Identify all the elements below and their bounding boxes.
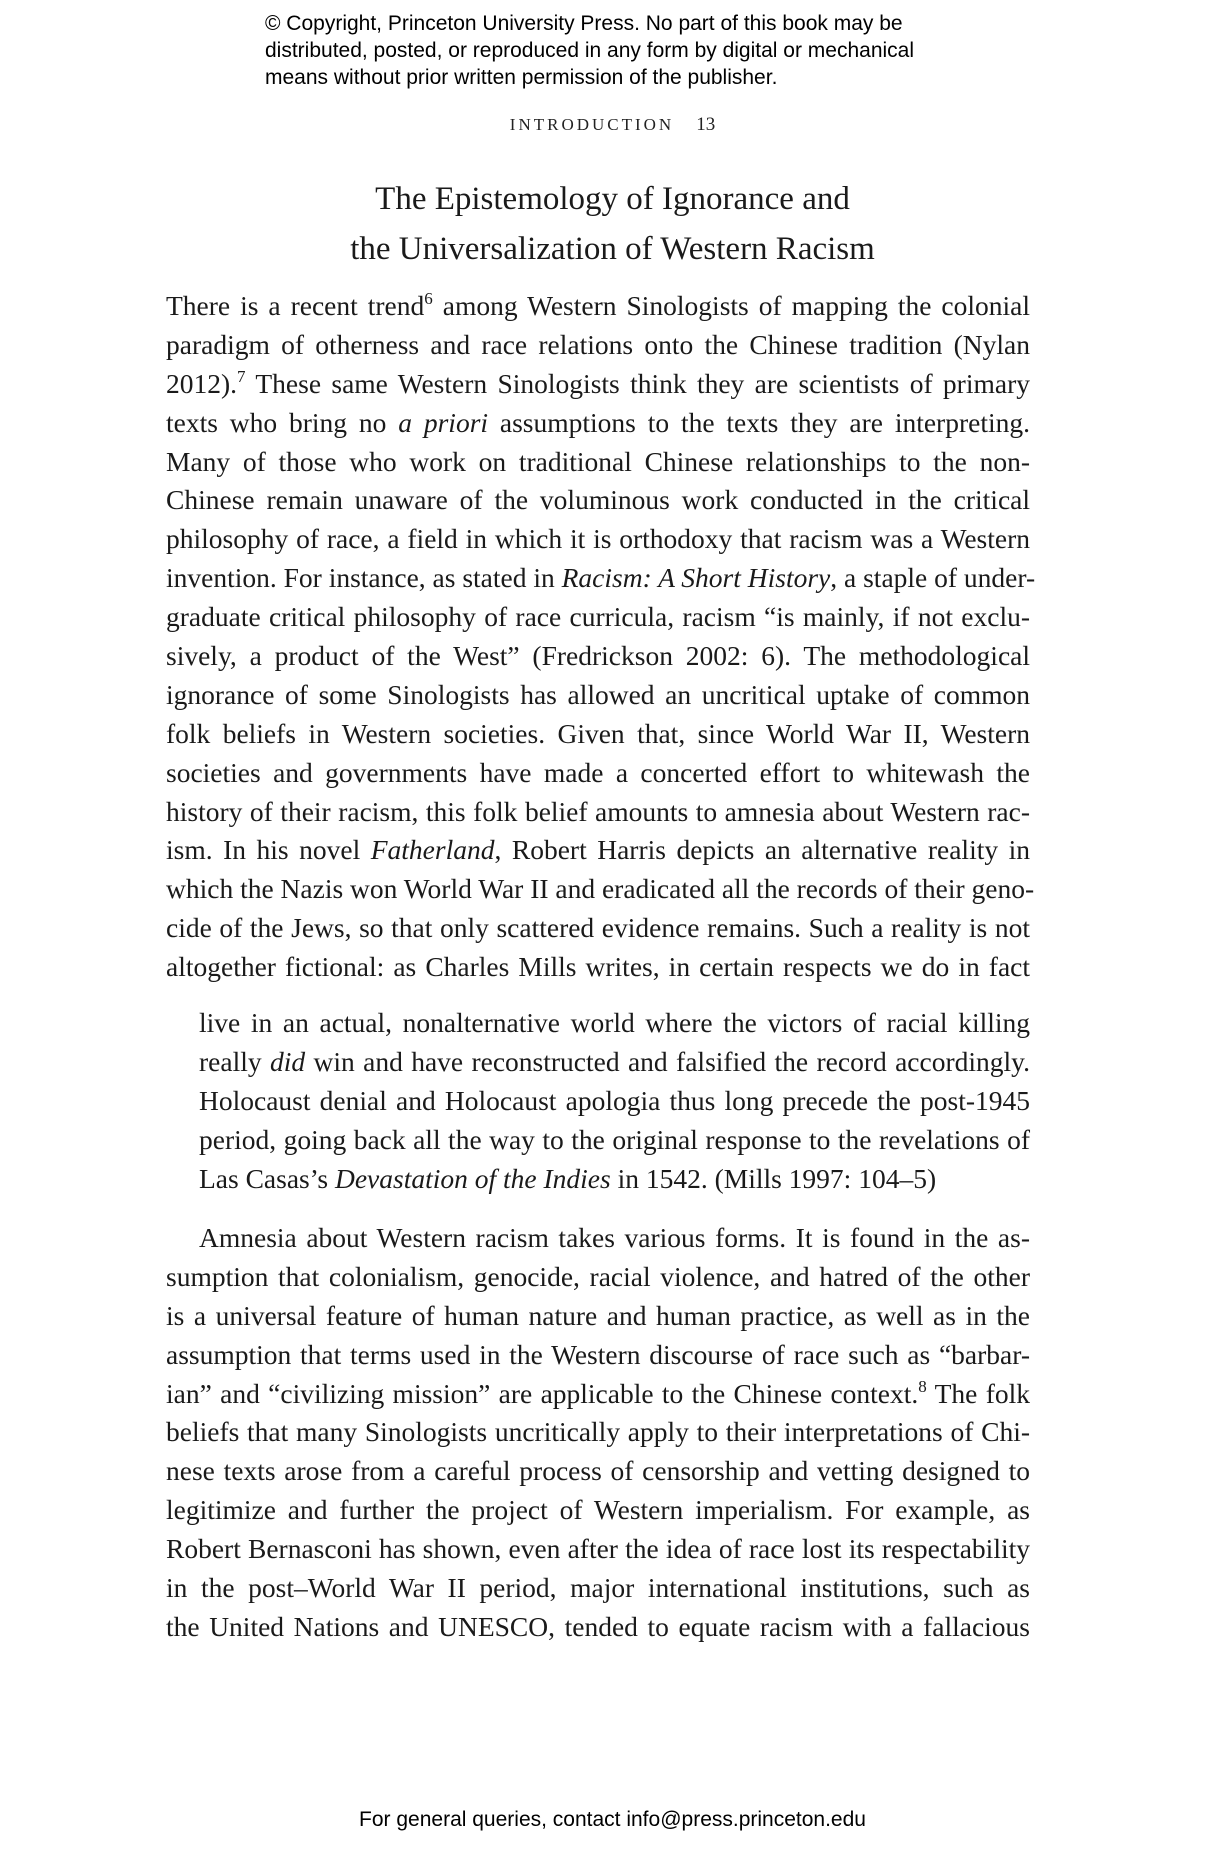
text-line: legitimize and further the project of Western imperialism. For example, as	[166, 1494, 1030, 1526]
text-line: history of their racism, this folk belief amounts to amnesia about Western rac-	[166, 795, 1030, 827]
text-line: ignorance of some Sinologists has allowed an uncritical uptake of common	[166, 678, 1030, 710]
running-head-section: INTRODUCTION	[509, 115, 675, 134]
text-line: really did win and have reconstructed and falsified the record accordingly.	[199, 1045, 1030, 1077]
page-number: 13	[696, 114, 716, 135]
copyright-line: distributed, posted, or reproduced in any form by digital or mechanical	[265, 39, 915, 62]
text-line: beliefs that many Sinologists uncritically apply to their interpretations of Chi-	[166, 1416, 1030, 1448]
text-line: paradigm of otherness and race relations onto the Chinese tradition (Nylan	[166, 328, 1030, 360]
text-line: ism. In his novel Fatherland, Robert Harris depicts an alternative reality in	[166, 834, 1030, 866]
paragraph	[166, 287, 1036, 987]
text-line: invention. For instance, as stated in Racism: A Short History, a staple of under-	[166, 562, 1036, 594]
footer-contact: For general queries, contact info@press.princeton.edu	[359, 1808, 866, 1831]
text-line: Holocaust denial and Holocaust apologia thus long precede the post-1945	[199, 1084, 1030, 1116]
text-line: the United Nations and UNESCO, tended to equate racism with a fallacious	[166, 1610, 1030, 1642]
block-quote	[199, 1004, 1030, 1198]
text-line: philosophy of race, a field in which it is orthodoxy that racism was a Western	[166, 523, 1030, 555]
text-line: period, going back all the way to the original response to the revelations of	[199, 1123, 1030, 1155]
text-line: is a universal feature of human nature and human practice, as well as in the	[166, 1299, 1030, 1331]
text-line: sumption that colonialism, genocide, racial violence, and hatred of the other	[166, 1260, 1030, 1292]
text-line: which the Nazis won World War II and eradicated all the records of their geno-	[166, 873, 1035, 905]
text-line: assumption that terms used in the Western discourse of race such as “barbar-	[166, 1338, 1030, 1370]
text-line: in the post–World War II period, major international institutions, such as	[166, 1572, 1030, 1604]
text-line: live in an actual, nonalternative world where the victors of racial killing	[199, 1007, 1030, 1038]
copyright-notice	[265, 10, 1045, 91]
section-title-line: the Universalization of Western Racism	[350, 231, 875, 267]
text-line: nese texts arose from a careful process of censorship and vetting designed to	[166, 1455, 1030, 1487]
text-line: folk beliefs in Western societies. Given that, since World War II, Western	[166, 717, 1030, 749]
text-line: 2012).$^7$ These same Western Sinologists think they are scientists of primary	[166, 366, 1030, 399]
text-line: Robert Bernasconi has shown, even after the idea of race lost its respectability	[166, 1533, 1030, 1565]
text-line: Many of those who work on traditional Chinese relationships to the non-	[166, 445, 1030, 477]
paragraph	[166, 1219, 1030, 1647]
footnote-ref: 8	[918, 1376, 927, 1396]
text-line: sively, a product of the West” (Fredrickson 2002: 6). The methodological	[166, 640, 1030, 672]
text-line: Chinese remain unaware of the voluminous work conducted in the critical	[166, 484, 1030, 516]
text-line: There is a recent trend$^6$ among Western Sinologists of mapping the colonial	[166, 289, 1030, 321]
footnote-ref: 6	[424, 289, 433, 308]
copyright-line: © Copyright, Princeton University Press. No part of this book may be	[265, 12, 903, 35]
text-line: Amnesia about Western racism takes various forms. It is found in the as-	[199, 1222, 1030, 1253]
text-line: cide of the Jews, so that only scattered evidence remains. Such a reality is not	[166, 912, 1030, 944]
text-line: ian” and “civilizing mission” are applicable to the Chinese context.$^8$ The folk	[166, 1376, 1030, 1409]
copyright-line: means without prior written permission of the publisher.	[265, 66, 778, 89]
text-line: societies and governments have made a concerted effort to whitewash the	[166, 756, 1030, 788]
text-line: altogether fictional: as Charles Mills writes, in certain respects we do in fact	[166, 951, 1030, 983]
section-title	[0, 174, 1225, 274]
text-line: Las Casas’s Devastation of the Indies in 1542. (Mills 1997: 104–5)	[199, 1162, 937, 1194]
text-line: graduate critical philosophy of race curricula, racism “is mainly, if not exclu-	[166, 601, 1030, 633]
text-line: texts who bring no a priori assumptions to the texts they are interpreting.	[166, 406, 1030, 438]
footnote-ref: 7	[237, 366, 246, 386]
running-head	[0, 114, 1225, 136]
section-title-line: The Epistemology of Ignorance and	[375, 181, 850, 217]
